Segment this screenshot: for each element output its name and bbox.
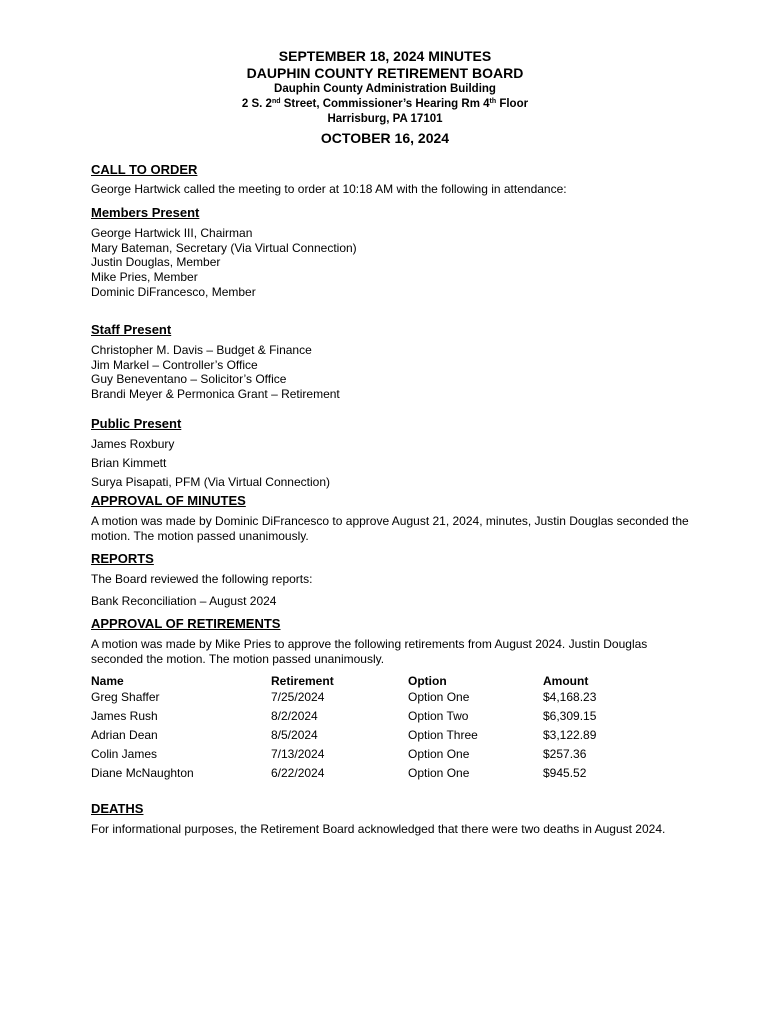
- column-header-option: Option: [408, 674, 447, 688]
- reports-text: The Board reviewed the following reports:: [91, 572, 313, 586]
- cell-option: Option One: [408, 747, 470, 761]
- list-item: Christopher M. Davis – Budget & Finance: [91, 343, 312, 357]
- section-title: Members Present: [91, 205, 200, 220]
- public-present-section: [91, 416, 691, 494]
- reports-section: [91, 551, 691, 608]
- list-item: James Roxbury: [91, 437, 175, 451]
- board-name: DAUPHIN COUNTY RETIREMENT BOARD: [246, 65, 524, 81]
- cell-amount: $945.52: [543, 766, 587, 780]
- list-item: Guy Beneventano – Solicitor’s Office: [91, 372, 287, 387]
- minutes-title: SEPTEMBER 18, 2024 MINUTES: [278, 48, 492, 64]
- cell-retirement: 6/22/2024: [271, 766, 325, 780]
- list-item: Surya Pisapati, PFM (Via Virtual Connection): [91, 474, 330, 489]
- cell-retirement: 7/13/2024: [271, 747, 325, 761]
- table-row: [91, 726, 643, 745]
- section-title: Public Present: [91, 416, 182, 431]
- cell-retirement: 7/25/2024: [271, 690, 325, 704]
- call-to-order-section: [91, 162, 691, 197]
- cell-name: Adrian Dean: [91, 728, 158, 742]
- column-header-retirement: Retirement: [271, 674, 334, 688]
- table-header-row: [91, 675, 643, 688]
- section-title: CALL TO ORDER: [91, 162, 198, 177]
- public-list: [91, 437, 691, 489]
- cell-name: Colin James: [91, 747, 158, 761]
- cell-name: Diane McNaughton: [91, 766, 194, 780]
- column-header-name: Name: [91, 674, 124, 688]
- retirements-table: [91, 675, 643, 783]
- street-address: 2 S. 2nd Street, Commissioner’s Hearing Rm 4th Floor: [241, 98, 529, 110]
- members-list: [91, 226, 691, 300]
- list-item: Jim Markel – Controller’s Office: [91, 357, 258, 372]
- list-item: Justin Douglas, Member: [91, 255, 221, 270]
- approval-minutes-text: A motion was made by Dominic DiFrancesco to approve August 21, 2024, minutes, Justin Douglas seconded the motion. The motion passed unanimously.: [91, 514, 689, 543]
- list-item: George Hartwick III, Chairman: [91, 226, 253, 240]
- retirements-section: [91, 616, 691, 666]
- cell-name: Greg Shaffer: [91, 690, 160, 704]
- members-present-section: [91, 205, 691, 300]
- approval-minutes-section: [91, 493, 691, 543]
- list-item: Dominic DiFrancesco, Member: [91, 284, 256, 299]
- section-title: DEATHS: [91, 801, 144, 816]
- column-header-amount: Amount: [543, 674, 589, 688]
- deaths-text: For informational purposes, the Retirement Board acknowledged that there were two deaths in August 2024.: [91, 822, 666, 836]
- city-address: Harrisburg, PA 17101: [327, 113, 443, 125]
- document-header: [0, 48, 770, 147]
- deaths-section: [91, 801, 691, 837]
- list-item: Brian Kimmett: [91, 455, 167, 470]
- cell-option: Option One: [408, 766, 470, 780]
- list-item: Mike Pries, Member: [91, 270, 198, 285]
- retirements-text: A motion was made by Mike Pries to approve the following retirements from August 2024. Justin Douglas seconded the motion. The motion passed unanimously.: [91, 637, 648, 666]
- section-title: APPROVAL OF MINUTES: [91, 493, 246, 508]
- staff-list: [91, 343, 691, 402]
- list-item: Brandi Meyer & Permonica Grant – Retirement: [91, 387, 340, 402]
- building-name: Dauphin County Administration Building: [274, 83, 496, 95]
- cell-amount: $6,309.15: [543, 709, 597, 723]
- report-item: Bank Reconciliation – August 2024: [91, 593, 277, 608]
- meeting-date: OCTOBER 16, 2024: [320, 130, 450, 146]
- cell-retirement: 8/5/2024: [271, 728, 318, 742]
- table-row: [91, 688, 643, 707]
- staff-present-section: [91, 322, 691, 402]
- cell-amount: $3,122.89: [543, 728, 597, 742]
- list-item: Mary Bateman, Secretary (Via Virtual Connection): [91, 240, 357, 255]
- cell-option: Option Two: [408, 709, 469, 723]
- table-row: [91, 745, 643, 764]
- section-title: APPROVAL OF RETIREMENTS: [91, 616, 281, 631]
- cell-option: Option Three: [408, 728, 478, 742]
- section-title: REPORTS: [91, 551, 154, 566]
- call-to-order-text: George Hartwick called the meeting to order at 10:18 AM with the following in attendance:: [91, 182, 567, 196]
- cell-name: James Rush: [91, 709, 158, 723]
- cell-amount: $4,168.23: [543, 690, 597, 704]
- table-row: [91, 707, 643, 726]
- cell-amount: $257.36: [543, 747, 587, 761]
- section-title: Staff Present: [91, 322, 172, 337]
- cell-retirement: 8/2/2024: [271, 709, 318, 723]
- table-row: [91, 764, 643, 783]
- cell-option: Option One: [408, 690, 470, 704]
